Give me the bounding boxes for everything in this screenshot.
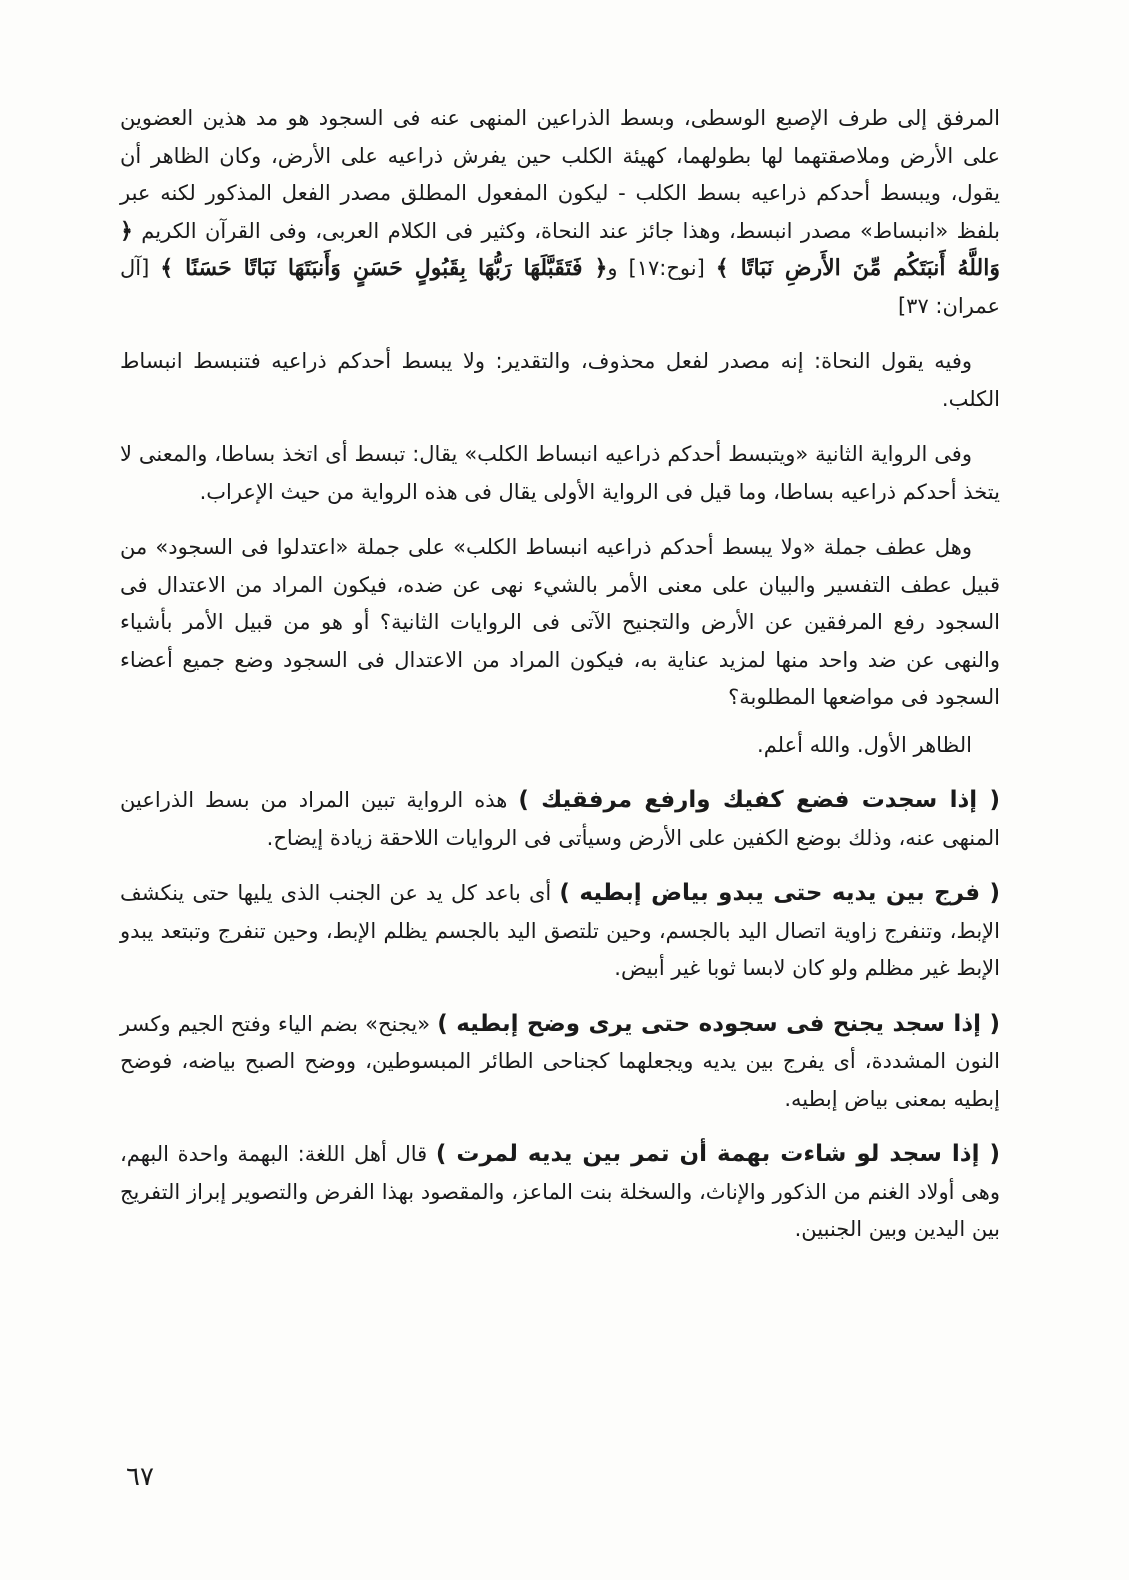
paragraph-1-text-a: المرفق إلى طرف الإصبع الوسطى، وبسط الذراعين المنهى عنه فى السجود هو مد هذين العضوين على الأرض وملاصقتهما لها بطولهما، كهيئة الكلب حين يفرش ذراعيه على الأرض، وكان الظاهر أن يقول، ويبسط أحدكم ذراعيه بسط الكلب - ليكون المفعول المطلق مصدر الفعل المذكور لكنه عبر بلفظ «انبساط» مصدر انبسط، وهذا جائز عند النحاة، وكثير فى الكلام العربى، وفى القرآن الكريم bbox=[120, 106, 1000, 243]
paragraph-2: وفيه يقول النحاة: إنه مصدر لفعل محذوف، والتقدير: ولا يبسط أحدكم ذراعيه فتنبسط انبساط الكلب. bbox=[120, 349, 1000, 411]
paragraph-7 bbox=[120, 875, 1000, 988]
paragraph-5: الظاهر الأول. والله أعلم. bbox=[757, 732, 972, 757]
hadith-phrase-1: ( إذا سجدت فضع كفيك وارفع مرفقيك ) bbox=[518, 787, 1000, 813]
citation-nuh: [نوح:١٧] و bbox=[607, 256, 716, 280]
paragraph-7-text: أى باعد كل يد عن الجنب الذى يليها حتى ينكشف الإبط، وتنفرج زاوية اتصال اليد بالجسم، وحين تلتصق اليد بالجسم يظلم الإبط، وحين تنفرج وتبتعد يبدو الإبط غير مظلم ولو كان لابسا ثوبا غير أبيض. bbox=[120, 881, 1000, 980]
paragraph-1 bbox=[120, 100, 1000, 325]
paragraph-9-text: قال أهل اللغة: البهمة واحدة البهم، وهى أولاد الغنم من الذكور والإناث، والسخلة بنت الماعز، والمقصود بهذا الفرض والتصوير إبراز التفريج بين اليدين وبين الجنبين. bbox=[120, 1142, 1000, 1241]
paragraph-8-text: «يجنح» بضم الياء وفتح الجيم وكسر النون المشددة، أى يفرج بين يديه ويجعلهما كجناحى الطائر المبسوطين، ووضح الصبح بياضه، فوضح إبطيه بمعنى بياض إبطيه. bbox=[120, 1011, 1000, 1111]
quran-verse-al-imran: ﴿ فَتَقَبَّلَهَا رَبُّهَا بِقَبُولٍ حَسَنٍ وَأَنبَتَهَا نَبَاتًا حَسَنًا ﴾ bbox=[160, 255, 608, 281]
paragraph-9 bbox=[120, 1136, 1000, 1249]
hadith-phrase-3: ( إذا سجد يجنح فى سجوده حتى يرى وضح إبطيه ) bbox=[437, 1010, 1000, 1037]
paragraph-6-text: هذه الرواية تبين المراد من بسط الذراعين المنهى عنه، وذلك بوضع الكفين على الأرض وسيأتى فى الروايات اللاحقة زيادة إيضاح. bbox=[120, 788, 1000, 850]
paragraph-4: وهل عطف جملة «ولا يبسط أحدكم ذراعيه انبساط الكلب» على جملة «اعتدلوا فى السجود» من قبيل عطف التفسير والبيان على معنى الأمر بالشيء نهى عن ضده، فيكون المراد من الاعتدال فى السجود رفع المرفقين عن الأرض والتجنيح الآتى فى الروايات الثانية؟ أو هو من قبيل الأمر بأشياء والنهى عن ضد واحد منها لمزيد عناية به، فيكون المراد من الاعتدال فى السجود وضع جميع أعضاء السجود فى مواضعها المطلوبة؟ bbox=[120, 535, 1000, 709]
quran-verse-nuh: ﴿ وَاللَّهُ أَنبَتَكُم مِّنَ الأَرضِ نَبَاتًا ﴾ bbox=[120, 217, 1000, 281]
paragraph-6 bbox=[120, 782, 1000, 857]
paragraph-8 bbox=[120, 1006, 1000, 1119]
page-number: ٦٧ bbox=[126, 1462, 154, 1492]
hadith-phrase-4: ( إذا سجد لو شاءت بهمة أن تمر بين يديه لمرت ) bbox=[435, 1141, 1001, 1167]
paragraph-3: وفى الرواية الثانية «ويتبسط أحدكم ذراعيه انبساط الكلب» يقال: تبسط أى اتخذ بساطا، والمعنى لا يتخذ أحدكم ذراعيه بساطا، وما قيل فى الرواية الأولى يقال فى هذه الرواية من حيث الإعراب. bbox=[120, 442, 1000, 504]
hadith-phrase-2: ( فرج بين يديه حتى يبدو بياض إبطيه ) bbox=[559, 880, 1000, 906]
body-text bbox=[120, 100, 1000, 1267]
citation-al-imran: [آل عمران: ٣٧] bbox=[120, 256, 1000, 318]
